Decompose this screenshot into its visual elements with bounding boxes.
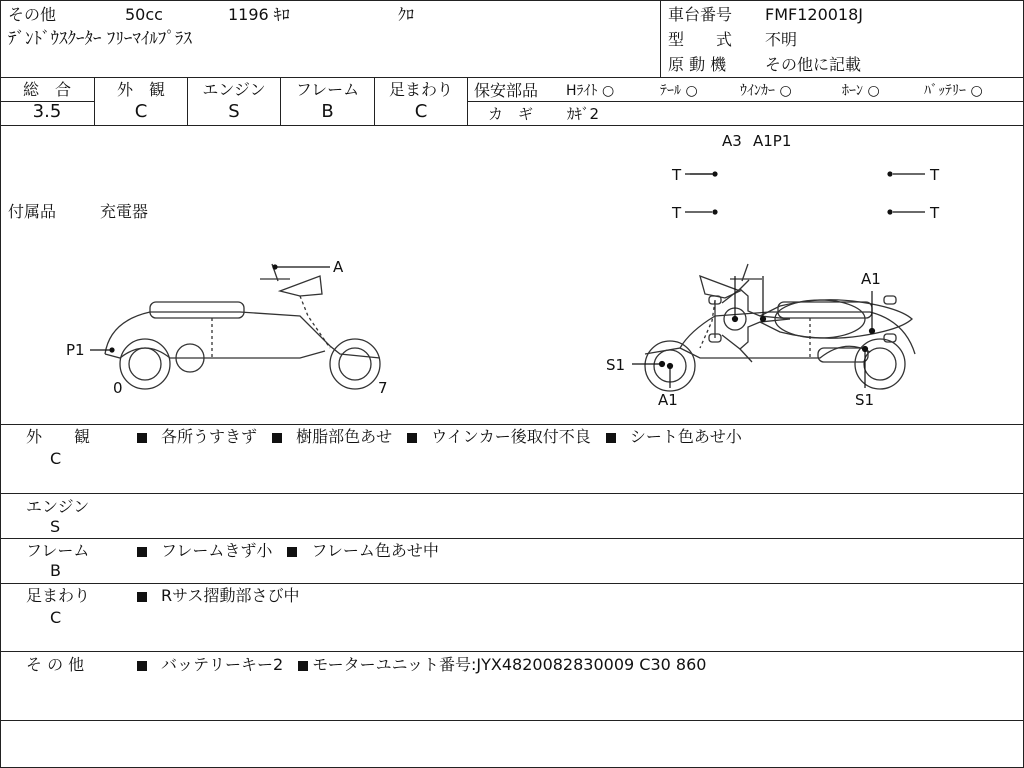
bullet-icon [298,661,308,671]
label-a1p1: A1P1 [753,132,792,150]
bullet-icon [137,547,147,557]
bullet-icon [137,661,147,671]
check-mark: ○ [970,83,983,99]
remark-items-suspension: Rサス摺動部さび中 [137,587,299,605]
grade-label-exterior: 外 観 [116,80,165,99]
divider [0,77,1024,78]
grade-value-suspension: C [414,101,428,122]
remark-grade-suspension: C [50,608,62,627]
mileage: 1196 ｷﾛ [228,5,290,24]
remark-items-exterior: 各所うすきず 樹脂部色あせ ウインカー後取付不良 シート色あせ小 [137,428,742,446]
accessories-value: 充電器 [100,202,149,221]
frame-no-label: 車台番号 [668,5,733,24]
label-t: T [672,204,682,222]
category: その他 [8,5,57,24]
divider [0,720,1024,721]
remark-label-engine: エンジン [26,497,90,516]
divider [0,583,1024,584]
grade-value-frame: B [321,101,334,122]
model-name: ﾃﾞﾝﾄﾞｳｽｸｰﾀｰ ﾌﾘｰﾏｲﾙﾌﾟﾗｽ [8,29,192,49]
check-mark: ○ [685,83,698,99]
engine: その他に記載 [765,55,862,74]
remark-label-other: そ の 他 [26,655,85,674]
accessories-label: 付属品 [8,202,57,221]
key-label: カ ギ [488,105,534,123]
remark-grade-frame: B [50,561,61,580]
divider [467,77,468,125]
bullet-icon [272,433,282,443]
left-side-scooter [105,264,380,389]
safety-item: ｳｲﾝｶｰ ○ [740,83,792,99]
remark-label-suspension: 足まわり [26,586,91,605]
bullet-icon [407,433,417,443]
label-a3: A3 [722,132,742,150]
grade-value-total: 3.5 [32,101,62,122]
divider [660,0,661,77]
frame-no: FMF120018J [765,5,864,24]
remark-items-other: バッテリーキー2 モーターユニット番号:JYX4820082830009 C30 860 [137,656,706,674]
label-a1: A1 [658,391,678,409]
check-mark: ○ [601,83,615,99]
safety-item: ﾎｰﾝ ○ [842,83,880,99]
safety-item: ﾊﾞｯﾃﾘｰ ○ [924,83,983,99]
bullet-icon [606,433,616,443]
divider [0,538,1024,539]
label-t: T [930,166,940,184]
safety-label: 保安部品 [474,81,539,100]
check-mark: ○ [779,83,792,99]
remark-grade-exterior: C [50,449,62,468]
label-zero: 0 [113,379,123,397]
bullet-icon [137,592,147,602]
grade-label-suspension: 足まわり [388,80,453,99]
key-value: ｶｷﾞ2 [567,105,600,123]
label-t: T [672,166,682,184]
check-mark: ○ [867,83,880,99]
label-p1: P1 [66,341,85,359]
label-seven: 7 [378,379,388,397]
divider [0,493,1024,494]
grade-value-engine: S [228,101,240,122]
divider [0,651,1024,652]
bullet-icon [137,433,147,443]
grade-label-frame: フレーム [295,80,360,99]
label-a: A [333,258,344,276]
label-t: T [930,204,940,222]
grade-label-engine: エンジン [202,80,266,99]
remark-label-frame: フレーム [26,541,90,560]
divider [468,101,1024,102]
divider [0,424,1024,425]
label-s1: S1 [606,356,626,374]
remark-label-exterior: 外 観 [26,427,91,446]
safety-item: ﾃｰﾙ ○ [660,83,698,99]
remark-items-frame: フレームきず小 フレーム色あせ中 [137,542,439,560]
label-s1: S1 [855,391,875,409]
label-a1: A1 [861,270,881,288]
grade-value-exterior: C [134,101,148,122]
model-type: 不明 [765,30,798,49]
grade-label-total: 総 合 [22,80,71,99]
displacement: 50cc [125,5,163,24]
remark-grade-engine: S [50,517,61,536]
bullet-icon [287,547,297,557]
model-type-label: 型 式 [668,30,733,49]
engine-label: 原 動 機 [668,55,727,74]
color: ｸﾛ [398,5,415,24]
safety-item: Hﾗｲﾄ ○ [566,83,615,99]
